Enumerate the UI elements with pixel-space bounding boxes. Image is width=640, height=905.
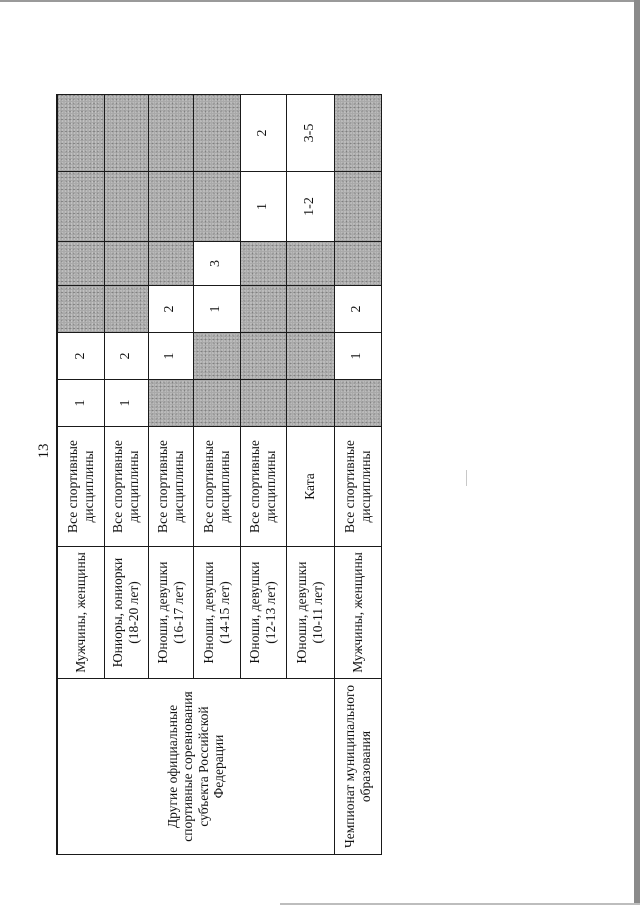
place-cell: 2 [148, 286, 193, 333]
place-cell: 2 [334, 286, 381, 333]
age-group-cell: Мужчины, женщины [334, 547, 381, 679]
place-cell: 1-2 [286, 172, 334, 242]
place-cell: 1 [334, 333, 381, 380]
shaded-place-cell [193, 172, 240, 242]
shaded-place-cell [104, 95, 148, 172]
age-group-cell: Юноши, девушки (12-13 лет) [240, 547, 286, 679]
shaded-place-cell [148, 242, 193, 286]
place-cell: 2 [104, 333, 148, 380]
shaded-place-cell [148, 95, 193, 172]
shaded-place-cell [104, 172, 148, 242]
shaded-place-cell [240, 380, 286, 427]
discipline-cell: Все спортивные дисциплины [104, 427, 148, 547]
shaded-place-cell [334, 95, 381, 172]
discipline-cell: Все спортивные дисциплины [57, 427, 104, 547]
sports-category-table [56, 94, 382, 855]
shaded-place-cell [286, 242, 334, 286]
shaded-place-cell [193, 380, 240, 427]
age-group-cell: Юноши, девушки (14-15 лет) [193, 547, 240, 679]
shaded-place-cell [104, 286, 148, 333]
shaded-place-cell [240, 333, 286, 380]
place-cell: 1 [57, 380, 104, 427]
place-cell: 2 [240, 95, 286, 172]
shaded-place-cell [334, 242, 381, 286]
competition-cell: Чемпионат муниципального образования [334, 679, 381, 855]
table-row [334, 95, 381, 855]
age-group-cell: Юноши, девушки (16-17 лет) [148, 547, 193, 679]
shaded-place-cell [334, 380, 381, 427]
place-cell: 3-5 [286, 95, 334, 172]
age-group-cell: Мужчины, женщины [57, 547, 104, 679]
shaded-place-cell [57, 172, 104, 242]
age-group-cell: Юноши, девушки (10-11 лет) [286, 547, 334, 679]
competition-cell: Другие официальные спортивные соревнования субъекта Российской Федерации [57, 679, 334, 855]
shaded-place-cell [193, 333, 240, 380]
scan-artifact [466, 470, 467, 486]
place-cell: 2 [57, 333, 104, 380]
discipline-cell: Все спортивные дисциплины [240, 427, 286, 547]
discipline-cell: Все спортивные дисциплины [148, 427, 193, 547]
shaded-place-cell [104, 242, 148, 286]
place-cell: 1 [240, 172, 286, 242]
scan-edge-top [0, 0, 640, 2]
shaded-place-cell [148, 380, 193, 427]
shaded-place-cell [57, 95, 104, 172]
shaded-place-cell [240, 242, 286, 286]
discipline-cell: Ката [286, 427, 334, 547]
place-cell: 3 [193, 242, 240, 286]
discipline-cell: Все спортивные дисциплины [334, 427, 381, 547]
age-group-cell: Юниоры, юниорки (18-20 лет) [104, 547, 148, 679]
shaded-place-cell [240, 286, 286, 333]
place-cell: 1 [104, 380, 148, 427]
table-row [57, 95, 104, 855]
shaded-place-cell [286, 380, 334, 427]
place-cell: 1 [148, 333, 193, 380]
shaded-place-cell [57, 286, 104, 333]
shaded-place-cell [57, 242, 104, 286]
table-rotation-wrapper [56, 95, 378, 855]
scan-edge-right [634, 0, 640, 905]
shaded-place-cell [148, 172, 193, 242]
table-body [57, 95, 381, 855]
shaded-place-cell [193, 95, 240, 172]
discipline-cell: Все спортивные дисциплины [193, 427, 240, 547]
shaded-place-cell [286, 286, 334, 333]
page-number: 13 [35, 443, 52, 459]
shaded-place-cell [334, 172, 381, 242]
shaded-place-cell [286, 333, 334, 380]
place-cell: 1 [193, 286, 240, 333]
